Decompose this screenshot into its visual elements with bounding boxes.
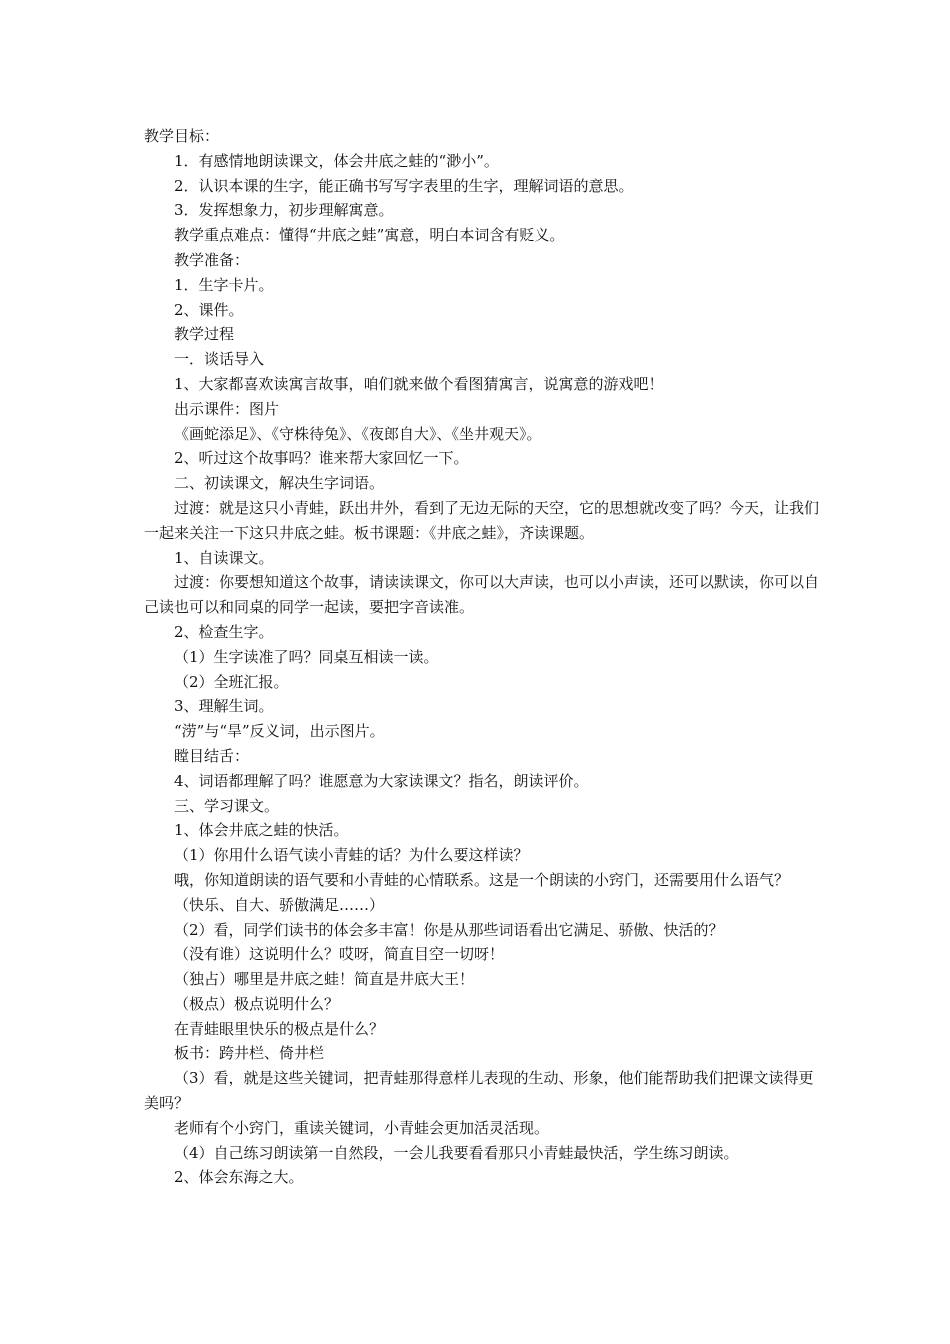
paragraph: “涝”与“旱”反义词，出示图片。 <box>174 722 385 741</box>
paragraph: 教学准备： <box>174 250 250 269</box>
section-heading: 教学目标： <box>144 127 220 145</box>
paragraph: （独占）哪里是井底之蛙！简直是井底大王！ <box>174 970 475 989</box>
paragraph: 2、体会东海之大。 <box>174 1168 304 1187</box>
paragraph: 过渡：就是这只小青蛙，跃出井外，看到了无边无际的天空，它的思想就改变了吗？今天，让我们一起来关注一下这只井底之蛙。板书课题：《井底之蛙》，齐读课题。 <box>144 498 820 542</box>
paragraph: 3、理解生词。 <box>174 697 274 716</box>
paragraph: 1、大家都喜欢读寓言故事，咱们就来做个看图猜寓言，说寓意的游戏吧！ <box>174 374 664 393</box>
paragraph: （没有谁）这说明什么？哎呀，简直目空一切呀！ <box>174 945 505 964</box>
paragraph: 出示课件：图片 <box>174 399 280 418</box>
paragraph: 过渡：你要想知道这个故事，请读读课文，你可以大声读，也可以小声读，还可以默读，你可以自己读也可以和同桌的同学一起读，要把字音读准。 <box>144 573 820 617</box>
paragraph: 2．认识本课的生字，能正确书写写字表里的生字，理解词语的意思。 <box>174 176 634 195</box>
paragraph: 板书：跨井栏、倚井栏 <box>174 1044 325 1063</box>
document-body <box>144 124 820 1190</box>
paragraph: 老师有个小窍门，重读关键词，小青蛙会更加活灵活现。 <box>174 1118 550 1137</box>
paragraph: 一．谈话导入 <box>174 350 265 369</box>
paragraph: （2）看，同学们读书的体会多丰富！你是从那些词语看出它满足、骄傲、快活的？ <box>174 920 724 939</box>
paragraph: 3．发挥想象力，初步理解寓意。 <box>174 201 394 220</box>
paragraph: （2）全班汇报。 <box>174 672 289 691</box>
paragraph: 教学过程 <box>174 325 235 344</box>
paragraph: 1．有感情地朗读课文，体会井底之蛙的“渺小”。 <box>174 151 499 170</box>
paragraph: 在青蛙眼里快乐的极点是什么？ <box>174 1019 385 1038</box>
paragraph: （极点）极点说明什么？ <box>174 994 340 1013</box>
paragraph: 1、自读课文。 <box>174 548 274 567</box>
paragraph: 1．生字卡片。 <box>174 275 274 294</box>
paragraph: 2、听过这个故事吗？谁来帮大家回忆一下。 <box>174 449 469 468</box>
paragraph: 2、课件。 <box>174 300 244 319</box>
paragraph: （快乐、自大、骄傲满足……） <box>174 895 385 914</box>
paragraph: 哦，你知道朗读的语气要和小青蛙的心情联系。这是一个朗读的小窍门，还需要用什么语气？ <box>174 870 790 889</box>
paragraph: 1、体会井底之蛙的快活。 <box>174 821 349 840</box>
paragraph: （1）生字读准了吗？同桌互相读一读。 <box>174 647 439 666</box>
paragraph: 教学重点难点：懂得“井底之蛙”寓意，明白本词含有贬义。 <box>174 226 565 245</box>
paragraph: 2、检查生字。 <box>174 622 274 641</box>
paragraph: 瞠目结舌： <box>174 746 250 765</box>
paragraph: 《画蛇添足》、《守株待兔》、《夜郎自大》、《坐井观天》。 <box>174 424 542 443</box>
paragraph: （1）你用什么语气读小青蛙的话？为什么要这样读？ <box>174 846 529 865</box>
paragraph: （3）看，就是这些关键词，把青蛙那得意样儿表现的生动、形象，他们能帮助我们把课文读得更美吗？ <box>144 1069 814 1113</box>
paragraph: 二、初读课文，解决生字词语。 <box>174 474 385 493</box>
paragraph: 三、学习课文。 <box>174 796 280 815</box>
paragraph: 4、词语都理解了吗？谁愿意为大家读课文？指名，朗读评价。 <box>174 771 589 790</box>
paragraph: （4）自己练习朗读第一自然段，一会儿我要看看那只小青蛙最快活，学生练习朗读。 <box>174 1143 739 1162</box>
